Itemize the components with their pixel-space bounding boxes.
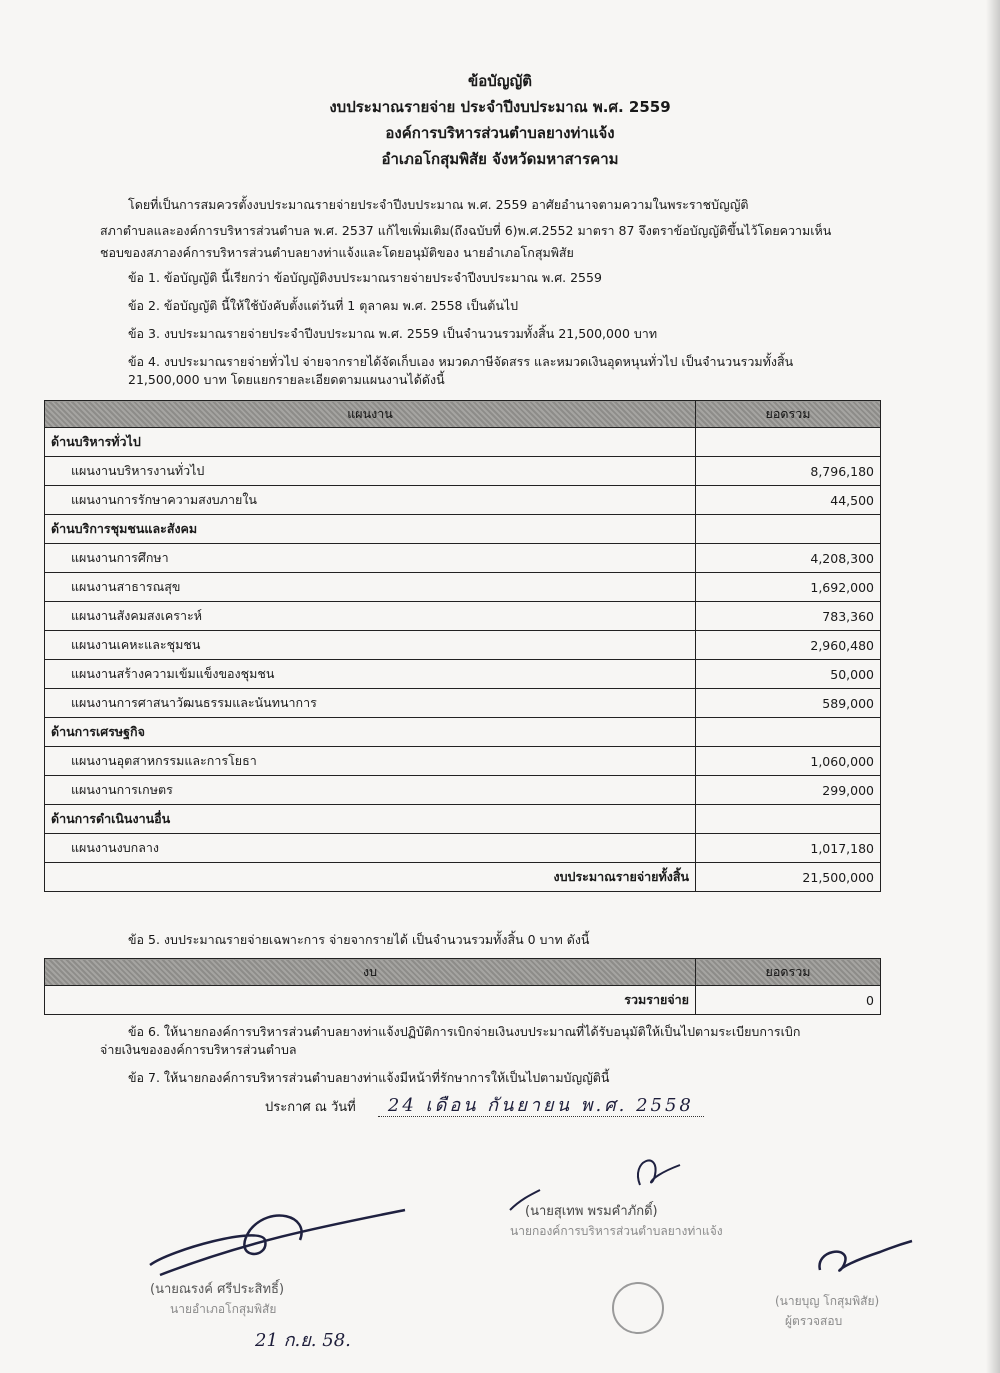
plan-amount: 8,796,180 [696,457,881,486]
clause-6-line-2: จ่ายเงินขององค์การบริหารส่วนตำบล [100,1042,297,1057]
middle-signer-title: นายกองค์การบริหารส่วนตำบลยางท่าแจ้ง [510,1224,723,1238]
total-amount: 21,500,000 [696,863,881,892]
signature-mark-left [150,1210,405,1275]
plan-name: แผนงานสังคมสงเคราะห์ [45,602,696,631]
total-label: รวมรายจ่าย [45,986,696,1015]
intro-line-2: สภาตำบลและองค์การบริหารส่วนตำบล พ.ศ. 2537 แก้ไขเพิ่มเติม(ถึงฉบับที่ 6)พ.ศ.2552 มาตรา 87 จึงตราข้อบัญญัติขึ้นไว้โดยความเห็น [100,223,832,238]
clause-5: ข้อ 5. งบประมาณรายจ่ายเฉพาะการ จ่ายจากรายได้ เป็นจำนวนรวมทั้งสิ้น 0 บาท ดังนี้ [128,932,590,947]
clause-1: ข้อ 1. ข้อบัญญัติ นี้เรียกว่า ข้อบัญญัติงบประมาณรายจ่ายประจำปีงบประมาณ พ.ศ. 2559 [128,270,602,285]
announcement-prefix: ประกาศ ณ วันที่ [265,1100,356,1115]
plan-name: แผนงานสร้างความเข้มแข็งของชุมชน [45,660,696,689]
middle-signer-name: (นายสุเทพ พรมคำภักดิ์) [525,1204,658,1219]
plan-name: แผนงานการศาสนาวัฒนธรรมและนันทนาการ [45,689,696,718]
plan-name: แผนงานการรักษาความสงบภายใน [45,486,696,515]
plan-amount: 4,208,300 [696,544,881,573]
left-signer-handwritten-date: 21 ก.ย. 58. [255,1330,351,1351]
official-seal-icon [612,1282,664,1334]
section-label: ด้านการเศรษฐกิจ [45,718,696,747]
column-header-plan: แผนงาน [45,401,696,428]
header-organization: องค์การบริหารส่วนตำบลยางท่าแจ้ง [385,124,615,142]
plan-name: แผนงานการศึกษา [45,544,696,573]
plan-name: แผนงานอุตสาหกรรมและการโยธา [45,747,696,776]
plan-name: แผนงานสาธารณสุข [45,573,696,602]
plan-amount: 44,500 [696,486,881,515]
intro-line-3: ชอบของสภาองค์การบริหารส่วนตำบลยางท่าแจ้งและโดยอนุมัติของ นายอำเภอโกสุมพิสัย [100,245,574,260]
plan-amount: 589,000 [696,689,881,718]
plan-amount: 2,960,480 [696,631,881,660]
clause-4-line-1: ข้อ 4. งบประมาณรายจ่ายทั่วไป จ่ายจากรายได้จัดเก็บเอง หมวดภาษีจัดสรร และหมวดเงินอุดหนุนทั่วไป เป็นจำนวนรวมทั้งสิ้น [128,354,794,369]
signature-mark-top [638,1161,680,1185]
column-header-budget: งบ [45,959,696,986]
header-district: อำเภอโกสุมพิสัย จังหวัดมหาสารคาม [381,150,619,168]
column-header-total: ยอดรวม [696,959,881,986]
clause-6-line-1: ข้อ 6. ให้นายกองค์การบริหารส่วนตำบลยางท่าแจ้งปฏิบัติการเบิกจ่ายเงินงบประมาณที่ได้รับอนุมัติให้เป็นไปตามระเบียบการเบิก [128,1024,801,1039]
section-label: ด้านบริการชุมชนและสังคม [45,515,696,544]
plan-name: แผนงานบริหารงานทั่วไป [45,457,696,486]
right-signer-name: (นายบุญ โกสุมพิสัย) [775,1294,880,1308]
signature-mark-right [820,1241,912,1271]
header-budget-year: งบประมาณรายจ่าย ประจำปีงบประมาณ พ.ศ. 2559 [329,98,671,116]
plan-amount: 1,017,180 [696,834,881,863]
total-label: งบประมาณรายจ่ายทั้งสิ้น [45,863,696,892]
clause-7: ข้อ 7. ให้นายกองค์การบริหารส่วนตำบลยางท่าแจ้งมีหน้าที่รักษาการให้เป็นไปตามบัญญัตินี้ [128,1070,610,1085]
plan-name: แผนงานการเกษตร [45,776,696,805]
left-signer-title: นายอำเภอโกสุมพิสัย [170,1302,277,1316]
plan-amount: 299,000 [696,776,881,805]
section-label: ด้านการดำเนินงานอื่น [45,805,696,834]
intro-line-1: โดยที่เป็นการสมควรตั้งงบประมาณรายจ่ายประจำปีงบประมาณ พ.ศ. 2559 อาศัยอำนาจตามความในพระราชบัญญัติ [128,197,749,212]
left-signer-name: (นายณรงค์ ศรีประสิทธิ์) [150,1282,285,1297]
column-header-total: ยอดรวม [696,401,881,428]
plan-amount: 1,060,000 [696,747,881,776]
clause-2: ข้อ 2. ข้อบัญญัติ นี้ให้ใช้บังคับตั้งแต่วันที่ 1 ตุลาคม พ.ศ. 2558 เป็นต้นไป [128,298,519,313]
handwritten-date: 24 เดือน กันยายน พ.ศ. 2558 [378,1095,704,1117]
plan-amount: 783,360 [696,602,881,631]
plan-name: แผนงานเคหะและชุมชน [45,631,696,660]
plan-amount: 1,692,000 [696,573,881,602]
plan-amount: 50,000 [696,660,881,689]
plan-name: แผนงานงบกลาง [45,834,696,863]
clause-3: ข้อ 3. งบประมาณรายจ่ายประจำปีงบประมาณ พ.ศ. 2559 เป็นจำนวนรวมทั้งสิ้น 21,500,000 บาท [128,326,658,341]
header-title: ข้อบัญญัติ [467,72,533,90]
section-label: ด้านบริหารทั่วไป [45,428,696,457]
right-signer-title: ผู้ตรวจสอบ [785,1314,843,1328]
clause-4-line-2: 21,500,000 บาท โดยแยกรายละเอียดตามแผนงานได้ดังนี้ [128,372,445,387]
total-amount: 0 [696,986,881,1015]
